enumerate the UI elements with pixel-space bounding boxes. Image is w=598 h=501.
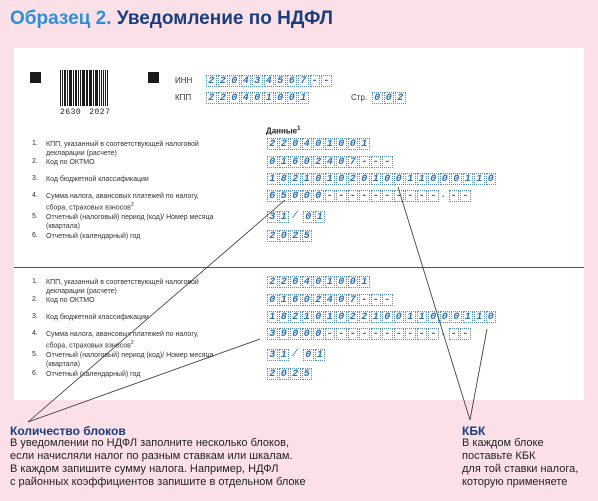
text-line: которую применяете <box>462 476 568 488</box>
char-cell[interactable]: - <box>417 328 428 340</box>
char-cell[interactable]: 4 <box>241 75 252 87</box>
text-line: поставьте КБК <box>462 450 536 462</box>
char-cell[interactable]: - <box>394 328 405 340</box>
char-cell[interactable]: 0 <box>313 138 324 150</box>
decimal-point: . <box>440 190 447 201</box>
char-cell[interactable]: 0 <box>279 368 290 380</box>
char-cell[interactable]: - <box>321 75 332 87</box>
barcode-bar <box>67 70 68 106</box>
char-cell[interactable]: 4 <box>302 138 313 150</box>
char-cell[interactable]: 1 <box>315 349 326 361</box>
char-cell[interactable]: 1 <box>474 311 485 323</box>
row-label <box>46 158 221 167</box>
char-cell[interactable]: 1 <box>267 311 278 323</box>
char-cell[interactable]: 1 <box>279 294 290 306</box>
month-field[interactable] <box>303 211 326 223</box>
barcode-bar <box>107 70 108 106</box>
text-line: В каждом блоке <box>462 437 544 449</box>
barcode-bar <box>93 70 94 106</box>
row-label <box>46 351 221 369</box>
text-line: В уведомлении по НДФЛ заполните несколько блоков, <box>10 437 290 449</box>
char-cell[interactable]: 1 <box>315 211 326 223</box>
char-cell[interactable]: 1 <box>325 138 336 150</box>
char-cell[interactable]: - <box>325 190 336 202</box>
char-cell[interactable]: - <box>310 75 321 87</box>
char-cell[interactable]: 6 <box>290 156 301 168</box>
barcode-bar <box>105 70 106 106</box>
char-cell[interactable]: - <box>460 328 471 340</box>
row-field[interactable] <box>267 311 497 323</box>
kbk-title: КБК <box>462 424 486 438</box>
char-cell[interactable]: 0 <box>384 92 395 104</box>
char-cell[interactable]: 2 <box>218 92 229 104</box>
char-cell[interactable]: - <box>371 190 382 202</box>
char-cell[interactable]: - <box>382 190 393 202</box>
barcode-bar <box>101 70 102 106</box>
row-label-text: Код бюджетной классификации <box>46 314 149 321</box>
char-cell[interactable]: - <box>449 190 460 202</box>
barcode-number <box>60 108 118 117</box>
row-field[interactable] <box>267 368 313 380</box>
decimal-point: . <box>440 328 447 339</box>
char-cell[interactable]: 4 <box>241 92 252 104</box>
char-cell[interactable]: 1 <box>405 311 416 323</box>
char-cell[interactable]: - <box>382 156 393 168</box>
barcode-bar <box>95 70 96 106</box>
char-cell[interactable]: - <box>405 190 416 202</box>
row-field[interactable] <box>267 349 290 361</box>
char-cell[interactable]: 1 <box>405 173 416 185</box>
barcode-right: 2027 <box>89 108 111 117</box>
char-cell[interactable]: 2 <box>206 92 217 104</box>
char-cell[interactable]: 8 <box>279 311 290 323</box>
row-number: 6. <box>32 232 38 239</box>
char-cell[interactable]: 1 <box>417 311 428 323</box>
char-cell[interactable]: 1 <box>359 276 370 288</box>
page-number-field[interactable] <box>372 92 407 104</box>
barcode-left: 2630 <box>60 108 82 117</box>
char-cell[interactable]: 2 <box>206 75 217 87</box>
char-cell[interactable]: 0 <box>382 311 393 323</box>
month-field[interactable] <box>303 349 326 361</box>
char-cell[interactable]: 5 <box>279 190 290 202</box>
kbk-text <box>462 437 578 489</box>
row-number: 2. <box>32 296 38 303</box>
char-cell[interactable]: 4 <box>325 294 336 306</box>
char-cell[interactable]: 1 <box>463 173 474 185</box>
char-cell[interactable]: 2 <box>348 311 359 323</box>
kopecks-field[interactable] <box>449 190 472 202</box>
row-label-text: Сумма налога, авансовых платежей по налогу, сбора, страховых взносов <box>46 331 199 350</box>
barcode-bar <box>73 70 74 106</box>
barcode-bar <box>75 70 77 106</box>
row-field[interactable] <box>267 173 497 185</box>
char-cell[interactable]: - <box>371 294 382 306</box>
char-cell[interactable]: 0 <box>336 311 347 323</box>
char-cell[interactable]: - <box>405 328 416 340</box>
char-cell[interactable]: 0 <box>302 328 313 340</box>
row-number: 1. <box>32 278 38 285</box>
barcode-bar <box>89 70 90 106</box>
char-cell[interactable]: 2 <box>290 368 301 380</box>
row-label <box>46 313 221 322</box>
data-header-footnote: 1 <box>297 126 301 132</box>
char-cell[interactable]: 2 <box>267 138 278 150</box>
row-field[interactable] <box>267 156 394 168</box>
row-label-text: КПП, указанный в соответствующей налоговой декларации (расчете) <box>46 279 199 295</box>
char-cell[interactable]: 0 <box>302 294 313 306</box>
char-cell[interactable]: - <box>371 156 382 168</box>
char-cell[interactable]: 0 <box>359 173 370 185</box>
title-text: Уведомление по НДФЛ <box>111 8 333 29</box>
char-cell[interactable]: 8 <box>279 173 290 185</box>
row-label <box>46 330 221 350</box>
char-cell[interactable]: 0 <box>440 173 451 185</box>
char-cell[interactable]: 0 <box>252 92 263 104</box>
char-cell[interactable]: 0 <box>336 173 347 185</box>
slash-separator: / <box>292 211 299 222</box>
char-cell[interactable]: 2 <box>359 311 370 323</box>
text-line: для той ставки налога, <box>462 463 579 475</box>
row-field[interactable] <box>267 138 371 150</box>
row-label-text: Отчетный (календарный) год <box>46 233 141 240</box>
char-cell[interactable]: 0 <box>229 92 240 104</box>
row-label <box>46 192 221 212</box>
char-cell[interactable]: 0 <box>302 156 313 168</box>
row-label <box>46 213 221 231</box>
char-cell[interactable]: 0 <box>394 311 405 323</box>
text-line: В каждом запишите сумму налога. Например, НДФЛ <box>10 463 279 475</box>
char-cell[interactable]: - <box>336 328 347 340</box>
char-cell[interactable]: - <box>348 328 359 340</box>
char-cell[interactable]: 5 <box>275 75 286 87</box>
char-cell[interactable]: 0 <box>486 311 497 323</box>
char-cell[interactable]: 1 <box>267 173 278 185</box>
row-number: 5. <box>32 213 38 220</box>
char-cell[interactable]: 0 <box>394 173 405 185</box>
corner-marker <box>30 72 41 83</box>
char-cell[interactable]: 2 <box>290 230 301 242</box>
char-cell[interactable]: 0 <box>451 173 462 185</box>
barcode-bar <box>103 70 104 106</box>
row-label-text: КПП, указанный в соответствующей налоговой декларации (расчете) <box>46 141 199 157</box>
char-cell[interactable]: 1 <box>279 349 290 361</box>
char-cell[interactable]: 2 <box>395 92 406 104</box>
barcode-bar <box>99 70 100 106</box>
kopecks-field[interactable] <box>449 328 472 340</box>
barcode-bar <box>69 70 70 106</box>
char-cell[interactable]: 0 <box>267 294 278 306</box>
row-label-text: Сумма налога, авансовых платежей по налогу, сбора, страховых взносов <box>46 193 199 212</box>
char-cell[interactable]: - <box>428 190 439 202</box>
inn-label: ИНН <box>175 76 193 85</box>
char-cell[interactable]: 7 <box>298 75 309 87</box>
char-cell[interactable]: 4 <box>302 276 313 288</box>
char-cell[interactable]: 1 <box>474 173 485 185</box>
char-cell[interactable]: 1 <box>417 173 428 185</box>
row-number: 2. <box>32 158 38 165</box>
row-label-text: Отчетный (календарный) год <box>46 371 141 378</box>
char-cell[interactable]: 0 <box>229 75 240 87</box>
char-cell[interactable]: 0 <box>313 311 324 323</box>
row-number: 4. <box>32 330 38 337</box>
row-field[interactable] <box>267 276 371 288</box>
barcode-bar <box>64 70 66 106</box>
char-cell[interactable]: 0 <box>428 173 439 185</box>
row-number: 6. <box>32 370 38 377</box>
row-number: 4. <box>32 192 38 199</box>
char-cell[interactable]: - <box>428 328 439 340</box>
char-cell[interactable]: 0 <box>372 92 383 104</box>
barcode-bar <box>62 70 63 106</box>
char-cell[interactable]: 1 <box>325 173 336 185</box>
char-cell[interactable]: 0 <box>302 190 313 202</box>
row-field[interactable] <box>267 211 290 223</box>
char-cell[interactable]: 0 <box>303 349 314 361</box>
char-cell[interactable]: 0 <box>348 138 359 150</box>
row-label-text: Отчетный (налоговый) период (код)/ Номер месяца (квартала) <box>46 352 214 368</box>
barcode-bar <box>60 70 61 106</box>
char-cell[interactable]: 1 <box>359 138 370 150</box>
char-cell[interactable]: 1 <box>302 311 313 323</box>
char-cell[interactable]: 0 <box>336 138 347 150</box>
char-cell[interactable]: 0 <box>348 276 359 288</box>
char-cell[interactable]: - <box>371 328 382 340</box>
char-cell[interactable]: 2 <box>267 368 278 380</box>
char-cell[interactable]: 0 <box>267 156 278 168</box>
barcode-bar <box>80 70 81 106</box>
barcode-bar <box>70 70 71 106</box>
char-cell[interactable]: 4 <box>325 156 336 168</box>
blocks-count-text <box>10 437 306 489</box>
barcode-bar <box>83 70 84 106</box>
char-cell[interactable]: 1 <box>302 173 313 185</box>
char-cell[interactable]: 6 <box>290 294 301 306</box>
char-cell[interactable]: - <box>460 190 471 202</box>
barcode-bar <box>96 70 98 106</box>
char-cell[interactable]: 3 <box>267 349 278 361</box>
char-cell[interactable]: 2 <box>218 75 229 87</box>
char-cell[interactable]: - <box>394 190 405 202</box>
char-cell[interactable]: 1 <box>463 311 474 323</box>
row-field[interactable] <box>267 190 440 202</box>
char-cell[interactable]: 1 <box>325 311 336 323</box>
char-cell[interactable]: 9 <box>279 328 290 340</box>
char-cell[interactable]: 2 <box>313 156 324 168</box>
row-field[interactable] <box>267 230 313 242</box>
char-cell[interactable]: 2 <box>267 230 278 242</box>
char-cell[interactable]: 1 <box>279 211 290 223</box>
row-number: 3. <box>32 313 38 320</box>
row-label-text: Отчетный (налоговый) период (код)/ Номер месяца (квартала) <box>46 214 214 230</box>
char-cell[interactable]: 4 <box>264 75 275 87</box>
char-cell[interactable]: 3 <box>252 75 263 87</box>
row-field[interactable] <box>267 328 440 340</box>
barcode-bar <box>82 70 83 106</box>
row-label-text: Код по ОКТМО <box>46 159 95 166</box>
char-cell[interactable]: 0 <box>290 276 301 288</box>
char-cell[interactable]: 3 <box>267 211 278 223</box>
char-cell[interactable]: 6 <box>267 190 278 202</box>
blocks-count-title: Количество блоков <box>10 424 126 438</box>
char-cell[interactable]: 0 <box>451 311 462 323</box>
row-label-text: Код бюджетной классификации <box>46 176 149 183</box>
char-cell[interactable]: 2 <box>348 173 359 185</box>
char-cell[interactable]: 0 <box>279 230 290 242</box>
char-cell[interactable]: 2 <box>313 294 324 306</box>
char-cell[interactable]: 0 <box>313 190 324 202</box>
char-cell[interactable]: 1 <box>264 92 275 104</box>
char-cell[interactable]: 0 <box>382 173 393 185</box>
char-cell[interactable]: 1 <box>279 156 290 168</box>
char-cell[interactable]: - <box>336 190 347 202</box>
char-cell[interactable]: 1 <box>371 173 382 185</box>
row-label <box>46 296 221 305</box>
block-divider <box>14 267 584 268</box>
char-cell[interactable]: - <box>359 328 370 340</box>
char-cell[interactable]: - <box>449 328 460 340</box>
char-cell[interactable]: 3 <box>267 328 278 340</box>
char-cell[interactable]: 2 <box>267 276 278 288</box>
char-cell[interactable]: 0 <box>440 311 451 323</box>
char-cell[interactable]: - <box>325 328 336 340</box>
char-cell[interactable]: 1 <box>298 92 309 104</box>
char-cell[interactable]: 2 <box>279 276 290 288</box>
page-title <box>10 8 333 30</box>
char-cell[interactable]: 0 <box>486 173 497 185</box>
ndfl-form <box>14 48 584 400</box>
row-footnote: 2 <box>130 340 134 346</box>
char-cell[interactable]: 7 <box>348 294 359 306</box>
row-field[interactable] <box>267 294 394 306</box>
char-cell[interactable]: 5 <box>302 230 313 242</box>
char-cell[interactable]: 6 <box>287 75 298 87</box>
char-cell[interactable]: 0 <box>313 276 324 288</box>
row-number: 1. <box>32 140 38 147</box>
corner-marker <box>148 72 159 83</box>
text-line: с районных коэффициентов запишите в отдельном блоке <box>10 476 306 488</box>
char-cell[interactable]: 0 <box>290 138 301 150</box>
barcode-bar <box>86 70 88 106</box>
row-label-text: Код по ОКТМО <box>46 297 95 304</box>
char-cell[interactable]: 0 <box>290 190 301 202</box>
char-cell[interactable]: 2 <box>279 138 290 150</box>
char-cell[interactable]: 0 <box>428 311 439 323</box>
row-label <box>46 278 221 296</box>
char-cell[interactable]: 5 <box>302 368 313 380</box>
char-cell[interactable]: 0 <box>336 294 347 306</box>
char-cell[interactable]: - <box>359 190 370 202</box>
char-cell[interactable]: - <box>382 294 393 306</box>
char-cell[interactable]: - <box>348 190 359 202</box>
char-cell[interactable]: 1 <box>325 276 336 288</box>
page-label: Стр. <box>351 93 368 102</box>
char-cell[interactable]: 0 <box>275 92 286 104</box>
row-label <box>46 370 221 379</box>
char-cell[interactable]: 1 <box>371 311 382 323</box>
data-header <box>266 126 300 136</box>
char-cell[interactable]: 7 <box>348 156 359 168</box>
kpp-field[interactable] <box>206 92 310 104</box>
row-label <box>46 175 221 184</box>
char-cell[interactable]: 0 <box>336 276 347 288</box>
row-label <box>46 232 221 241</box>
char-cell[interactable]: 0 <box>336 156 347 168</box>
char-cell[interactable]: 2 <box>290 173 301 185</box>
char-cell[interactable]: 0 <box>287 92 298 104</box>
char-cell[interactable]: - <box>359 294 370 306</box>
row-number: 5. <box>32 351 38 358</box>
row-label <box>46 140 221 158</box>
barcode-bar <box>78 70 79 106</box>
char-cell[interactable]: 0 <box>303 211 314 223</box>
barcode-bar <box>90 70 91 106</box>
barcode <box>60 70 108 106</box>
slash-separator: / <box>292 349 299 360</box>
inn-field[interactable] <box>206 75 333 87</box>
char-cell[interactable]: - <box>417 190 428 202</box>
char-cell[interactable]: 0 <box>313 173 324 185</box>
row-number: 3. <box>32 175 38 182</box>
char-cell[interactable]: 0 <box>290 328 301 340</box>
char-cell[interactable]: 0 <box>313 328 324 340</box>
title-number: Образец 2. <box>10 8 112 29</box>
char-cell[interactable]: - <box>382 328 393 340</box>
text-line: если начисляли налог по разным ставкам или шкалам. <box>10 450 293 462</box>
char-cell[interactable]: 2 <box>290 311 301 323</box>
data-header-text: Данные <box>266 126 298 136</box>
char-cell[interactable]: - <box>359 156 370 168</box>
row-footnote: 2 <box>130 202 134 208</box>
kpp-label: КПП <box>175 93 192 102</box>
